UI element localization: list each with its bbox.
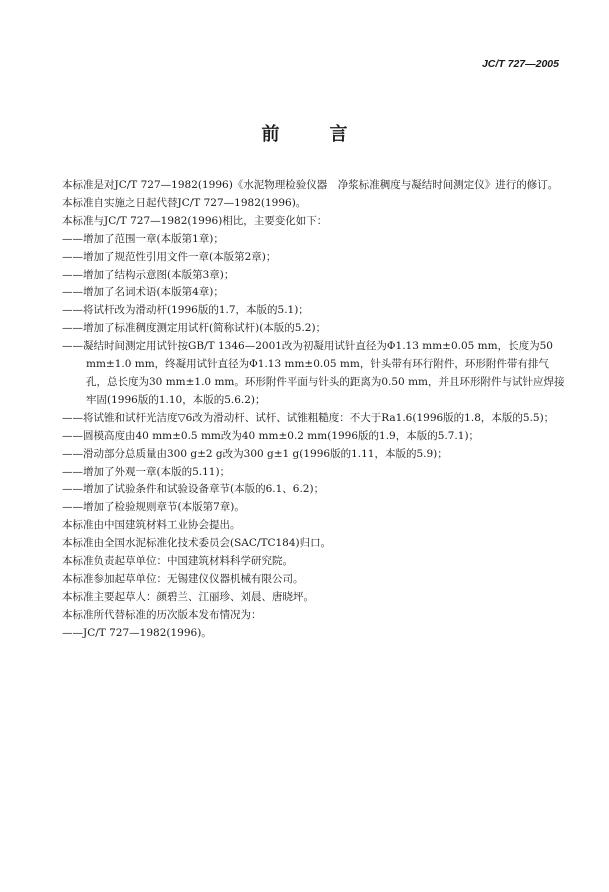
- standard-code: JC/T 727—2005: [481, 58, 559, 70]
- history-item: ——JC/T 727—1982(1996)。: [62, 626, 212, 639]
- change-item: ——增加了范围一章(本版第1章)；: [62, 232, 224, 245]
- change-item: ——增加了标准稠度测定用试杆(简称试杆)(本版的5.2)；: [62, 322, 327, 335]
- closing-paragraph: 本标准主要起草人：颜碧兰、江丽珍、刘晨、唐晓坪。: [62, 590, 314, 603]
- change-item: ——增加了外观一章(本版的5.11)；: [62, 465, 231, 478]
- closing-paragraph: 本标准所代替标准的历次版本发布情况为：: [62, 608, 262, 621]
- change-item: ——滑动部分总质量由300 g±2 g改为300 g±1 g(1996版的1.11，本版的5.9)；: [62, 447, 448, 460]
- closing-paragraph: 本标准由全国水泥标准化技术委员会(SAC/TC184)归口。: [62, 537, 332, 550]
- closing-paragraph: 本标准由中国建筑材料工业协会提出。: [62, 519, 241, 532]
- change-item: ——增加了规范性引用文件一章(本版第2章)；: [62, 250, 277, 263]
- intro-paragraph: 本标准是对JC/T 727—1982(1996)《水泥物理检验仪器 净浆标准稠度与凝结时间测定仪》进行的修订。: [62, 179, 559, 191]
- closing-paragraph: 本标准负责起草单位：中国建筑材料科学研究院。: [62, 555, 293, 568]
- intro-paragraph: 本标准与JC/T 727—1982(1996)相比，主要变化如下：: [62, 214, 328, 227]
- change-item: ——增加了名词术语(本版第4章)；: [62, 286, 224, 299]
- page-title: 前 言: [261, 124, 364, 145]
- change-item: ——圆模高度由40 mm±0.5 mm改为40 mm±0.2 mm(1996版的1.9，本版的5.7.1)；: [62, 429, 480, 442]
- change-item: ——凝结时间测定用试针按GB/T 1346—2001改为初凝用试针直径为Φ1.13 mm±0.05 mm，长度为50 mm±1.0 mm，终凝用试针直径为Φ1.13 mm±0.05 mm，针头带有环行附件，环形附件带有排气孔，总长度为30 mm±1.0 mm。环形附件平面与针头的距离为0.50 mm，并且环形附件与试针应焊接牢固(1996版的1.10，本版的5.6.2)；: [62, 340, 565, 406]
- change-item: ——将试杆改为滑动杆(1996版的1.7，本版的5.1)；: [62, 304, 309, 317]
- intro-paragraph: 本标准自实施之日起代替JC/T 727—1982(1996)。: [62, 196, 307, 209]
- change-item: ——增加了检验规则章节(本版第7章)。: [62, 501, 245, 514]
- closing-paragraph: 本标准参加起草单位：无锡建仪仪器机械有限公司。: [62, 572, 304, 585]
- change-item: ——增加了结构示意图(本版第3章)；: [62, 268, 235, 281]
- change-item: ——增加了试验条件和试验设备章节(本版的6.1、6.2)；: [62, 483, 325, 496]
- foreword-body: [42, 177, 567, 643]
- change-item: ——将试锥和试杆光洁度▽6改为滑动杆、试杆、试锥粗糙度：不大于Ra1.6(1996版的1.8，本版的5.5)；: [62, 411, 555, 424]
